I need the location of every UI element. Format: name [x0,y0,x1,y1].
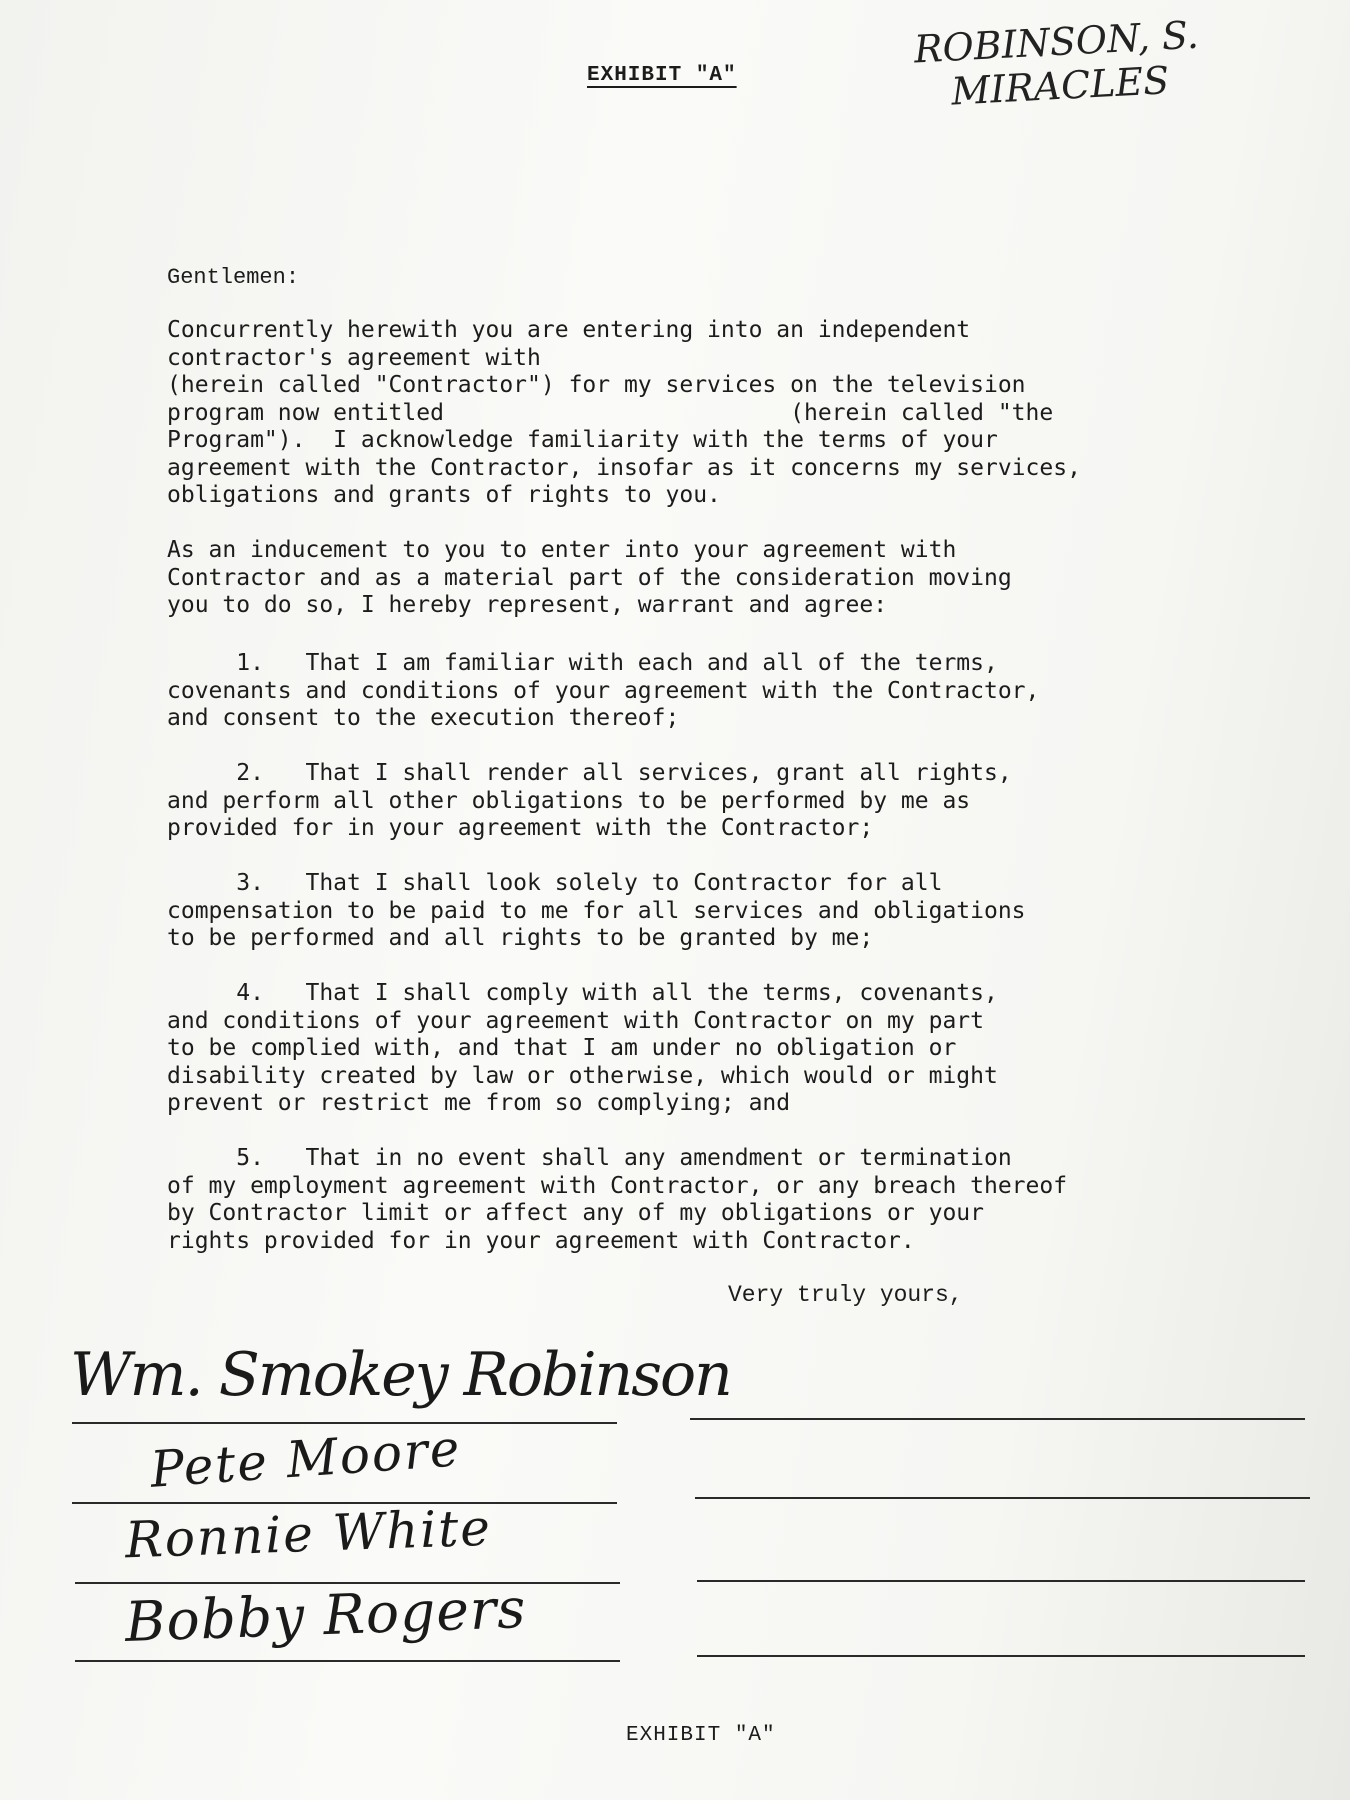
clause-1: 1. That I am familiar with each and all of the terms, covenants and conditions of your agreement with the Contractor, and consent to the execution thereof; [167,650,1040,731]
signature-line [697,1580,1305,1582]
signature-4: Bobby Rogers [124,1576,528,1654]
paragraph-inducement: As an inducement to you to enter into your agreement with Contractor and as a material part of the consideration moving you to do so, I hereby represent, warrant and agree: [167,537,1012,618]
signature-line [75,1660,620,1662]
signature-line [690,1418,1305,1420]
closing: Very truly yours, [728,1282,963,1308]
signature-line [72,1502,617,1504]
signature-line [695,1497,1310,1499]
signature-2: Pete Moore [148,1419,464,1499]
signature-line [75,1582,620,1584]
handwritten-note-name: ROBINSON, S. [912,12,1200,72]
signature-line [697,1655,1305,1657]
clause-3: 3. That I shall look solely to Contractor for all compensation to be paid to me for all services and obligations to be performed and all rights to be granted by me; [167,870,1026,951]
signature-line [72,1422,617,1424]
clause-2: 2. That I shall render all services, grant all rights, and perform all other obligations to be performed by me as provided for in your agreement with the Contractor; [167,760,1012,841]
paragraph-intro: Concurrently herewith you are entering into an independent contractor's agreement with (herein called "Contractor") for my services on the television program now entitled (herein called "the Program"). I acknowledge familiarity with the terms of your agreement with the Contractor, insofar as it concerns my services, obligations and grants of rights to you. [167,317,1081,508]
signature-1: Wm. Smokey Robinson [70,1340,731,1410]
handwritten-note-group: MIRACLES [950,58,1171,114]
exhibit-footer: EXHIBIT "A" [626,1724,776,1747]
exhibit-heading: EXHIBIT "A" [587,64,737,87]
clause-4: 4. That I shall comply with all the terms, covenants, and conditions of your agreement with Contractor on my part to be complied with, and that I am under no obligation or disability created by law or otherwise, which would or might prevent or restrict me from so complying; and [167,980,998,1116]
handwritten-note [913,13,1202,116]
signature-3: Ronnie White [124,1498,493,1570]
salutation: Gentlemen: [167,265,300,290]
clause-5: 5. That in no event shall any amendment or termination of my employment agreement with Contractor, or any breach thereof by Contractor limit or affect any of my obligations or your rights provided for in your agreement with Contractor. [167,1145,1068,1254]
